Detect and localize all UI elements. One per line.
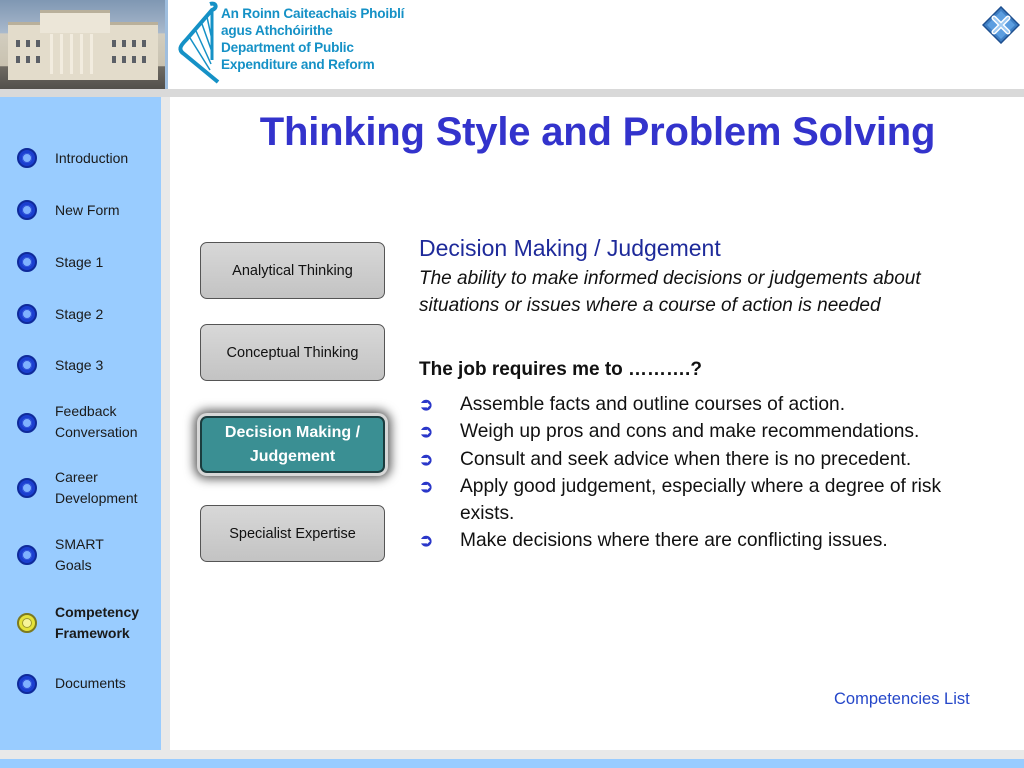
sidebar-item-label: Competency Framework <box>55 604 140 641</box>
nav-bullet-icon <box>17 545 37 565</box>
sidebar-item-documents[interactable] <box>0 662 161 706</box>
competencies-list-link[interactable]: Competencies List <box>834 690 970 708</box>
arrow-bullet-icon: ➲ <box>419 449 434 469</box>
nav-bullet-icon <box>17 200 37 220</box>
header-divider <box>0 89 1024 97</box>
list-item <box>419 446 999 473</box>
sidebar-item-feedback-conversation[interactable] <box>0 401 161 451</box>
harp-icon <box>172 0 222 88</box>
sidebar-item-stage-2[interactable] <box>0 292 161 336</box>
sidebar-item-label: Introduction <box>55 150 129 166</box>
logo-line: agus Athchóirithe <box>221 23 333 38</box>
sidebar-item-label: Stage 2 <box>55 306 104 322</box>
sidebar-item-smart-goals[interactable] <box>0 534 161 584</box>
sidebar-item-label: Stage 1 <box>55 254 104 270</box>
arrow-bullet-icon: ➲ <box>419 395 434 414</box>
department-logo <box>172 0 405 92</box>
requirement-text: Make decisions where there are conflicting issues. <box>460 530 888 552</box>
page-title: Thinking Style and Problem Solving <box>259 110 936 154</box>
arrow-bullet-icon: ➲ <box>419 531 434 551</box>
requirement-text: Consult and seek advice when there is no precedent. <box>460 448 912 470</box>
requirement-text: Apply good judgement, especially where a degree of risk exists. <box>460 475 942 525</box>
sidebar-item-label: Feedback Conversation <box>55 403 138 440</box>
sidebar-item-stage-3[interactable] <box>0 343 161 387</box>
list-item <box>419 418 999 445</box>
sidebar-item-label: Career Development <box>55 469 138 506</box>
nav-bullet-icon <box>17 355 37 375</box>
sidebar-item-label: Stage 3 <box>55 357 104 373</box>
nav-bullet-icon <box>17 148 37 168</box>
photo-divider <box>165 0 168 94</box>
competency-description: The ability to make informed decisions or judgements about situations or issues where a course of action is needed <box>419 268 921 316</box>
footer-band <box>0 759 1024 768</box>
nav-bullet-icon <box>17 413 37 433</box>
requirements-list <box>419 391 999 555</box>
sidebar-item-career-development[interactable] <box>0 467 161 517</box>
nav-bullet-icon <box>17 674 37 694</box>
sidebar-item-label: SMART Goals <box>55 536 104 573</box>
nav-bullet-icon <box>17 304 37 324</box>
arrow-bullet-icon: ➲ <box>419 476 434 496</box>
building-photo <box>0 0 165 94</box>
sidebar-item-competency-framework[interactable] <box>0 602 161 652</box>
list-item <box>419 391 999 418</box>
sidebar-item-stage-1[interactable] <box>0 240 161 284</box>
close-x-icon <box>982 6 1020 44</box>
sidebar-item-new-form[interactable] <box>0 188 161 232</box>
logo-line: An Roinn Caiteachais Phoiblí <box>221 6 405 21</box>
logo-line: Expenditure and Reform <box>221 57 375 72</box>
sidebar-item-label: New Form <box>55 202 120 218</box>
analytical-thinking-button[interactable]: Analytical Thinking <box>200 242 385 299</box>
nav-bullet-icon <box>17 478 37 498</box>
competency-heading: Decision Making / Judgement <box>419 235 721 261</box>
sidebar-item-label: Documents <box>55 675 126 691</box>
list-item <box>419 473 999 528</box>
requirement-text: Assemble facts and outline courses of action. <box>460 394 846 415</box>
logo-line: Department of Public <box>221 40 354 55</box>
sidebar-divider <box>161 97 170 750</box>
decision-making-button[interactable]: Decision Making / Judgement <box>200 416 385 473</box>
logo-text <box>221 5 411 73</box>
sidebar <box>0 97 161 750</box>
requirements-heading: The job requires me to ……….? <box>419 359 702 380</box>
sidebar-item-introduction[interactable] <box>0 136 161 180</box>
list-item <box>419 527 999 554</box>
nav-bullet-icon <box>17 252 37 272</box>
requirement-text: Weigh up pros and cons and make recommendations. <box>460 421 920 443</box>
nav-bullet-active-icon <box>17 613 37 633</box>
conceptual-thinking-button[interactable]: Conceptual Thinking <box>200 324 385 381</box>
arrow-bullet-icon: ➲ <box>419 422 434 442</box>
header <box>0 0 1024 94</box>
specialist-expertise-button[interactable]: Specialist Expertise <box>200 505 385 562</box>
close-button[interactable] <box>982 6 1020 44</box>
